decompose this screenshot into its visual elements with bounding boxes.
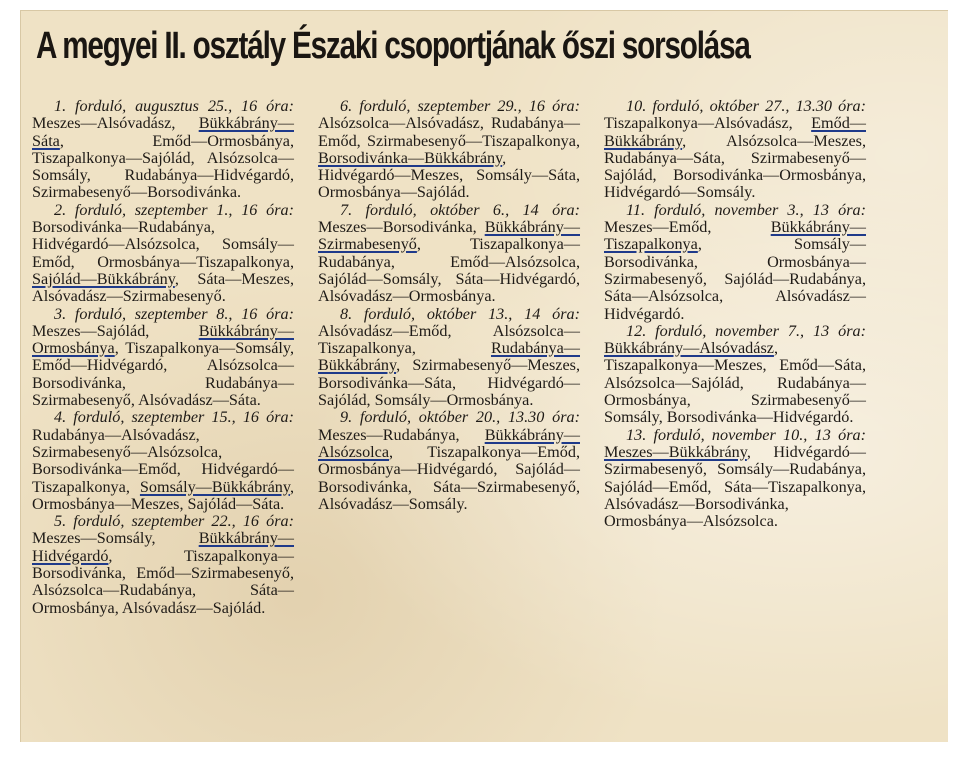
round-heading: 6. forduló, szeptember 29., 16 óra:: [340, 97, 580, 115]
round-paragraph: [32, 409, 294, 513]
round-heading: 11. forduló, november 3., 13 óra:: [626, 200, 866, 219]
round-heading: 7. forduló, október 6., 14 óra:: [340, 200, 580, 219]
round-paragraph: [32, 513, 294, 617]
underlined-home-match: Emőd—Bükkábrány: [604, 114, 866, 150]
column-1: [32, 98, 294, 617]
match-list-text: , Emőd—Ormosbánya, Tiszapalkonya—Sajólád, Alsózsolca—Somsály, Rudabánya—Hidvégardó, Szirmabesenyő—Borsodivánka.: [32, 131, 294, 202]
match-list-text: Meszes—Emőd,: [604, 218, 771, 237]
round-heading: 1. forduló, augusztus 25., 16 óra:: [54, 97, 294, 115]
round-paragraph: [318, 409, 580, 513]
round-paragraph: [318, 202, 580, 306]
round-paragraph: [32, 202, 294, 306]
round-heading: 3. forduló, szeptember 8., 16 óra:: [54, 304, 294, 323]
round-heading: 8. forduló, október 13., 14 óra:: [340, 304, 580, 323]
round-paragraph: [604, 202, 866, 323]
round-paragraph: [604, 323, 866, 427]
underlined-home-match: Borsodivánka—Bükkábrány: [318, 148, 503, 167]
column-2: [318, 98, 580, 513]
round-heading: 10. forduló, október 27., 13.30 óra:: [626, 97, 866, 115]
round-heading: 13. forduló, november 10., 13 óra:: [626, 425, 866, 444]
match-list-text: , Tiszapalkonya—Somsály, Emőd—Hidvégardó, Alsózsolca—Borsodivánka, Rudabánya—Szirmabesenyő, Alsóvadász—Sáta.: [32, 339, 294, 410]
underlined-home-match: Somsály—Bükkábrány: [139, 477, 290, 496]
match-list-text: , Hidvégardó—Szirmabesenyő, Somsály—Rudabánya, Sajólád—Emőd, Sáta—Tiszapalkonya, Alsóvadász—Borsodivánka, Ormosbánya—Alsózsolca.: [604, 442, 866, 531]
match-list-text: Meszes—Somsály,: [32, 529, 199, 548]
round-heading: 5. forduló, szeptember 22., 16 óra:: [54, 512, 294, 531]
match-list-text: Rudabánya—Alsóvadász, Szirmabesenyő—Alsózsolca, Borsodivánka—Emőd, Hidvégardó—Tiszapalkonya,: [32, 425, 294, 496]
match-list-text: Alsóvadász—Emőd, Alsózsolca—Tiszapalkonya,: [318, 321, 580, 358]
underlined-home-match: Bükkábrány—Hidvégardó: [32, 529, 294, 565]
round-heading: 4. forduló, szeptember 15., 16 óra:: [54, 408, 294, 427]
match-list-text: , Alsózsolca—Meszes, Rudabánya—Sáta, Szirmabesenyő—Sajólád, Borsodivánka—Ormosbánya, Hidvégardó—Somsály.: [604, 131, 866, 202]
match-list-text: Meszes—Alsóvadász,: [32, 114, 199, 133]
match-list-text: , Tiszapalkonya—Emőd, Ormosbánya—Hidvégardó, Sajólád—Borsodivánka, Sáta—Szirmabesenyő, Alsóvadász—Somsály.: [318, 442, 580, 513]
match-list-text: , Somsály—Borsodivánka, Ormosbánya—Szirmabesenyő, Sajólád—Rudabánya, Sáta—Alsózsolca, Alsóvadász—Hidvégardó.: [604, 235, 866, 323]
match-list-text: Tiszapalkonya—Alsóvadász,: [604, 114, 812, 133]
underlined-home-match: Bükkábrány—Alsózsolca: [318, 425, 580, 461]
round-paragraph: [32, 98, 294, 202]
match-list-text: Meszes—Rudabánya,: [318, 425, 485, 444]
round-paragraph: [604, 427, 866, 531]
underlined-home-match: Sajólád—Bükkábrány: [32, 269, 175, 288]
match-list-text: Meszes—Sajólád,: [32, 321, 199, 340]
round-heading: 2. forduló, szeptember 1., 16 óra:: [54, 200, 294, 219]
match-list-text: , Tiszapalkonya—Borsodivánka, Emőd—Szirmabesenyő, Alsózsolca—Rudabánya, Sáta—Ormosbánya, Alsóvadász—Sajólád.: [32, 546, 294, 617]
match-list-text: Borsodivánka—Rudabánya, Hidvégardó—Alsózsolca, Somsály—Emőd, Ormosbánya—Tiszapalkonya,: [32, 218, 294, 271]
underlined-home-match: Bükkábrány—Tiszapalkonya: [604, 218, 866, 254]
underlined-home-match: Bükkábrány—Alsóvadász: [604, 339, 774, 358]
underlined-home-match: Meszes—Bükkábrány: [604, 442, 747, 461]
underlined-home-match: Bükkábrány—Sáta: [32, 114, 294, 150]
match-list-text: Alsózsolca—Alsóvadász, Rudabánya—Emőd, Szirmabesenyő—Tiszapalkonya,: [318, 114, 580, 150]
match-list-text: Meszes—Borsodivánka,: [318, 218, 485, 237]
match-list-text: , Tiszapalkonya—Rudabánya, Emőd—Alsózsolca, Sajólád—Somsály, Sáta—Hidvégardó, Alsóvadász—Ormosbánya.: [318, 235, 580, 306]
match-list-text: , Tiszapalkonya—Meszes, Emőd—Sáta, Alsózsolca—Sajólád, Rudabánya—Ormosbánya, Szirmabesenyő—Somsály, Borsodivánka—Hidvégardó.: [604, 339, 866, 427]
underlined-home-match: Bükkábrány—Ormosbánya: [32, 321, 294, 358]
headline: A megyei II. osztály Északi csoportjának őszi sorsolása: [36, 25, 750, 67]
column-3: [604, 98, 866, 530]
round-heading: 12. forduló, november 7., 13 óra:: [626, 321, 866, 340]
match-list-text: , Ormosbánya—Meszes, Sajólád—Sáta.: [32, 477, 294, 513]
newspaper-clipping: [20, 10, 948, 742]
match-list-text: , Sáta—Meszes, Alsóvadász—Szirmabesenyő.: [32, 269, 294, 306]
underlined-home-match: Bükkábrány—Szirmabesenyő: [318, 218, 580, 254]
underlined-home-match: Rudabánya—Bükkábrány: [318, 339, 580, 375]
match-list-text: , Szirmabesenyő—Meszes, Borsodivánka—Sáta, Hidvégardó—Sajólád, Somsály—Ormosbánya.: [318, 356, 580, 410]
round-paragraph: [318, 306, 580, 410]
round-paragraph: [604, 98, 866, 202]
match-list-text: , Hidvégardó—Meszes, Somsály—Sáta, Ormosbánya—Sajólád.: [318, 148, 580, 202]
round-paragraph: [318, 98, 580, 202]
round-heading: 9. forduló, október 20., 13.30 óra:: [340, 408, 580, 427]
round-paragraph: [32, 306, 294, 410]
